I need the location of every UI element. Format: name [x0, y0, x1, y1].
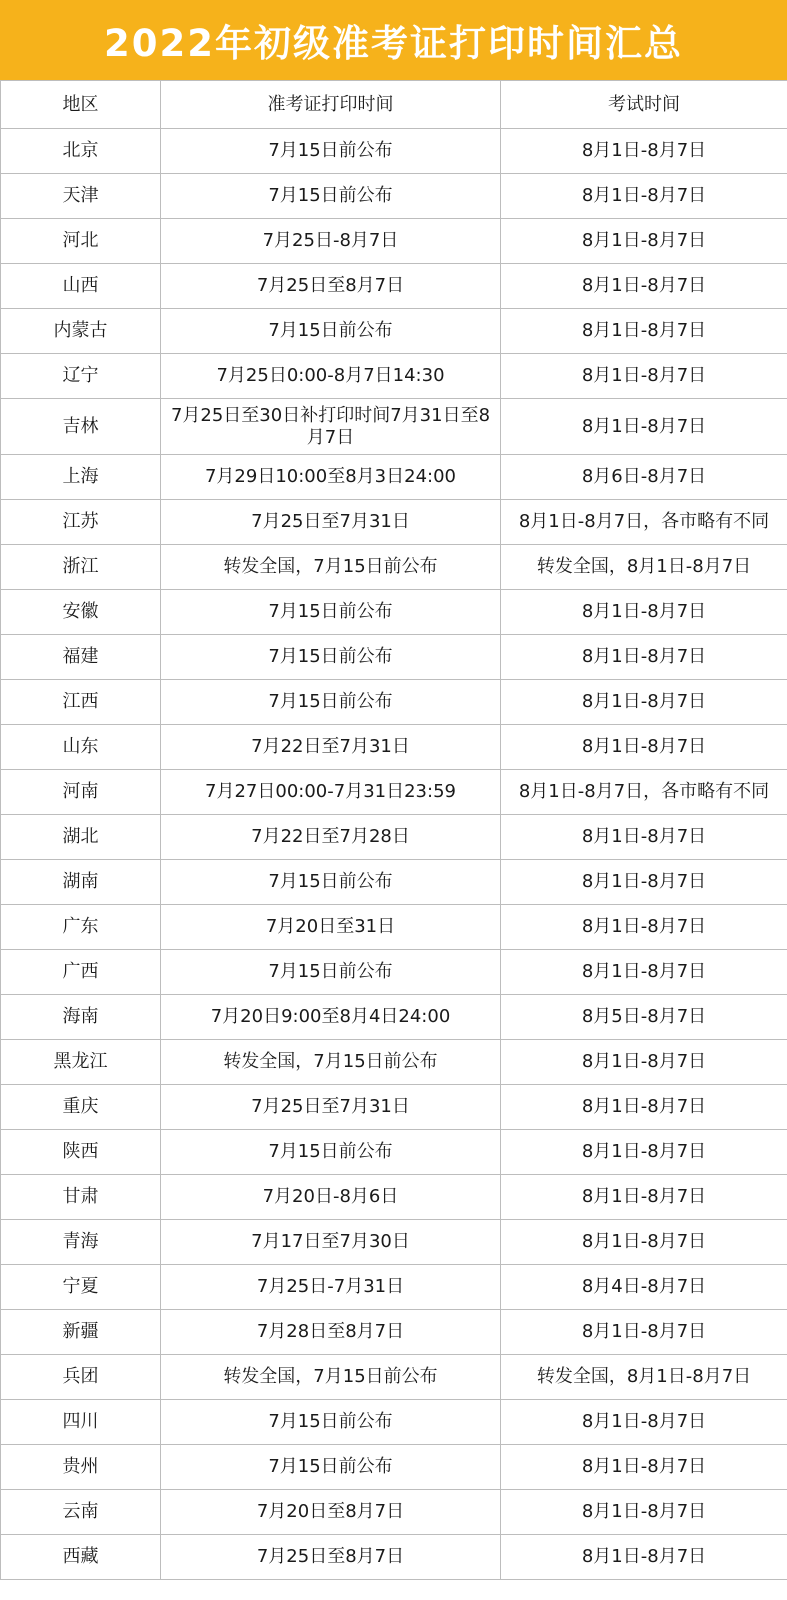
region-cell: 江西: [1, 680, 161, 725]
print-time-cell: 7月27日00:00-7月31日23:59: [161, 770, 501, 815]
region-cell: 陕西: [1, 1130, 161, 1175]
exam-time-cell: 8月1日-8月7日: [501, 399, 787, 455]
print-time-cell: 7月15日前公布: [161, 680, 501, 725]
print-time-cell: 7月20日-8月6日: [161, 1175, 501, 1220]
table-row: [1, 635, 787, 680]
print-time-cell: 7月20日至8月7日: [161, 1490, 501, 1535]
exam-time-cell: 8月4日-8月7日: [501, 1265, 787, 1310]
exam-time-cell: 8月1日-8月7日: [501, 1445, 787, 1490]
print-time-cell: 7月22日至7月31日: [161, 725, 501, 770]
region-cell: 福建: [1, 635, 161, 680]
print-time-cell: 7月25日至30日补打印时间7月31日至8月7日: [161, 399, 501, 455]
exam-time-cell: 8月1日-8月7日: [501, 1490, 787, 1535]
table-row: [1, 264, 787, 309]
print-time-cell: 7月25日至8月7日: [161, 264, 501, 309]
exam-time-cell: 8月1日-8月7日: [501, 129, 787, 174]
table-row: [1, 590, 787, 635]
region-cell: 湖南: [1, 860, 161, 905]
table-row: [1, 1445, 787, 1490]
table-row: [1, 129, 787, 174]
region-cell: 山西: [1, 264, 161, 309]
print-time-cell: 7月15日前公布: [161, 309, 501, 354]
print-time-cell: 7月25日-7月31日: [161, 1265, 501, 1310]
header-exam-time: 考试时间: [501, 81, 787, 129]
table-row: [1, 545, 787, 590]
table-row: [1, 309, 787, 354]
header-region: 地区: [1, 81, 161, 129]
print-time-cell: 7月25日0:00-8月7日14:30: [161, 354, 501, 399]
table-row: [1, 455, 787, 500]
region-cell: 甘肃: [1, 1175, 161, 1220]
region-cell: 黑龙江: [1, 1040, 161, 1085]
exam-time-cell: 8月1日-8月7日: [501, 1400, 787, 1445]
print-time-cell: 7月25日至7月31日: [161, 500, 501, 545]
region-cell: 青海: [1, 1220, 161, 1265]
region-cell: 四川: [1, 1400, 161, 1445]
region-cell: 西藏: [1, 1535, 161, 1580]
print-time-cell: 7月25日-8月7日: [161, 219, 501, 264]
table-row: [1, 500, 787, 545]
page-title: 2022年初级准考证打印时间汇总: [104, 22, 683, 65]
exam-time-cell: 转发全国，8月1日-8月7日: [501, 545, 787, 590]
table-body: [1, 129, 787, 1580]
print-time-cell: 7月15日前公布: [161, 1400, 501, 1445]
print-time-cell: 7月25日至7月31日: [161, 1085, 501, 1130]
table-row: [1, 725, 787, 770]
region-cell: 宁夏: [1, 1265, 161, 1310]
title-banner: [0, 0, 787, 80]
region-cell: 吉林: [1, 399, 161, 455]
table-row: [1, 815, 787, 860]
table-row: [1, 1400, 787, 1445]
exam-time-cell: 8月6日-8月7日: [501, 455, 787, 500]
region-cell: 云南: [1, 1490, 161, 1535]
region-cell: 广西: [1, 950, 161, 995]
region-cell: 河北: [1, 219, 161, 264]
table-header-row: [1, 81, 787, 129]
region-cell: 上海: [1, 455, 161, 500]
exam-time-cell: 8月1日-8月7日: [501, 219, 787, 264]
exam-time-cell: 8月1日-8月7日: [501, 1040, 787, 1085]
exam-time-cell: 8月1日-8月7日: [501, 635, 787, 680]
table-row: [1, 680, 787, 725]
print-time-cell: 7月17日至7月30日: [161, 1220, 501, 1265]
print-time-cell: 7月29日10:00至8月3日24:00: [161, 455, 501, 500]
table-row: [1, 354, 787, 399]
table-row: [1, 995, 787, 1040]
print-time-cell: 7月20日9:00至8月4日24:00: [161, 995, 501, 1040]
region-cell: 河南: [1, 770, 161, 815]
exam-time-cell: 8月1日-8月7日: [501, 309, 787, 354]
region-cell: 兵团: [1, 1355, 161, 1400]
print-time-cell: 7月15日前公布: [161, 635, 501, 680]
region-cell: 海南: [1, 995, 161, 1040]
table-row: [1, 219, 787, 264]
table-row: [1, 950, 787, 995]
region-cell: 安徽: [1, 590, 161, 635]
print-time-cell: 转发全国，7月15日前公布: [161, 1040, 501, 1085]
exam-time-cell: 8月1日-8月7日: [501, 1310, 787, 1355]
print-time-cell: 7月20日至31日: [161, 905, 501, 950]
exam-time-cell: 8月1日-8月7日，各市略有不同: [501, 770, 787, 815]
table-row: [1, 1220, 787, 1265]
exam-time-cell: 8月1日-8月7日: [501, 905, 787, 950]
print-time-cell: 7月15日前公布: [161, 1445, 501, 1490]
table-row: [1, 174, 787, 219]
exam-time-cell: 8月1日-8月7日: [501, 1175, 787, 1220]
print-time-cell: 7月15日前公布: [161, 129, 501, 174]
header-print-time: 准考证打印时间: [161, 81, 501, 129]
print-time-cell: 7月15日前公布: [161, 1130, 501, 1175]
exam-time-cell: 8月1日-8月7日: [501, 725, 787, 770]
schedule-table: [0, 80, 787, 1580]
region-cell: 北京: [1, 129, 161, 174]
table-row: [1, 1130, 787, 1175]
exam-time-cell: 8月1日-8月7日: [501, 1535, 787, 1580]
region-cell: 江苏: [1, 500, 161, 545]
exam-time-cell: 8月1日-8月7日，各市略有不同: [501, 500, 787, 545]
table-row: [1, 1265, 787, 1310]
exam-time-cell: 8月1日-8月7日: [501, 815, 787, 860]
table-row: [1, 1175, 787, 1220]
region-cell: 广东: [1, 905, 161, 950]
table-row: [1, 905, 787, 950]
region-cell: 湖北: [1, 815, 161, 860]
table-row: [1, 1040, 787, 1085]
exam-time-cell: 8月1日-8月7日: [501, 1085, 787, 1130]
exam-time-cell: 8月1日-8月7日: [501, 354, 787, 399]
print-time-cell: 转发全国，7月15日前公布: [161, 545, 501, 590]
exam-time-cell: 8月5日-8月7日: [501, 995, 787, 1040]
region-cell: 天津: [1, 174, 161, 219]
exam-time-cell: 8月1日-8月7日: [501, 680, 787, 725]
region-cell: 内蒙古: [1, 309, 161, 354]
print-time-cell: 7月22日至7月28日: [161, 815, 501, 860]
print-time-cell: 7月15日前公布: [161, 860, 501, 905]
table-row: [1, 860, 787, 905]
exam-time-cell: 8月1日-8月7日: [501, 174, 787, 219]
exam-time-cell: 8月1日-8月7日: [501, 264, 787, 309]
exam-time-cell: 8月1日-8月7日: [501, 860, 787, 905]
print-time-cell: 7月25日至8月7日: [161, 1535, 501, 1580]
exam-time-cell: 8月1日-8月7日: [501, 1220, 787, 1265]
table-row: [1, 1535, 787, 1580]
table-row: [1, 1490, 787, 1535]
table-row: [1, 1085, 787, 1130]
region-cell: 山东: [1, 725, 161, 770]
print-time-cell: 转发全国，7月15日前公布: [161, 1355, 501, 1400]
region-cell: 辽宁: [1, 354, 161, 399]
region-cell: 浙江: [1, 545, 161, 590]
exam-time-cell: 8月1日-8月7日: [501, 1130, 787, 1175]
table-row: [1, 770, 787, 815]
print-time-cell: 7月15日前公布: [161, 950, 501, 995]
exam-time-cell: 8月1日-8月7日: [501, 590, 787, 635]
table-row: [1, 399, 787, 455]
exam-time-cell: 8月1日-8月7日: [501, 950, 787, 995]
print-time-cell: 7月15日前公布: [161, 174, 501, 219]
print-time-cell: 7月28日至8月7日: [161, 1310, 501, 1355]
exam-time-cell: 转发全国，8月1日-8月7日: [501, 1355, 787, 1400]
region-cell: 重庆: [1, 1085, 161, 1130]
region-cell: 贵州: [1, 1445, 161, 1490]
table-row: [1, 1310, 787, 1355]
print-time-cell: 7月15日前公布: [161, 590, 501, 635]
table-row: [1, 1355, 787, 1400]
region-cell: 新疆: [1, 1310, 161, 1355]
